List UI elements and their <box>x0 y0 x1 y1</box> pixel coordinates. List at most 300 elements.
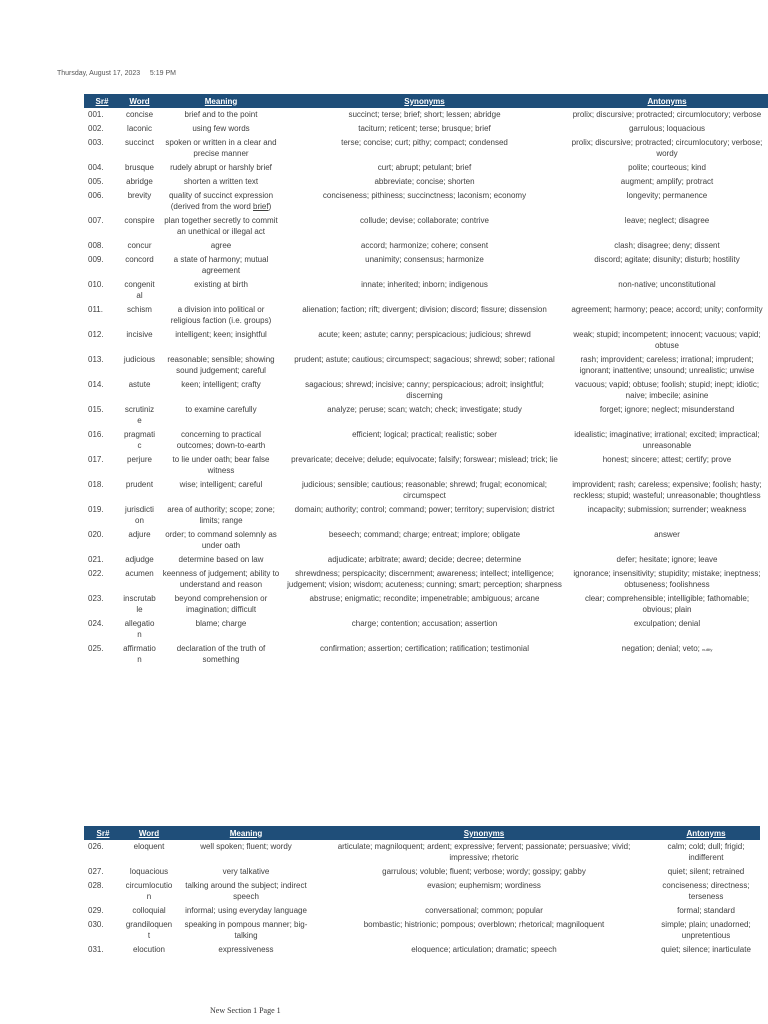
cell-meaning-text: rudely abrupt or harshly brief <box>170 163 272 172</box>
cell-synonyms <box>283 617 566 642</box>
cell-antonyms <box>566 161 768 175</box>
cell-antonyms <box>566 175 768 189</box>
header-sr: Sr# <box>84 94 120 108</box>
header-meaning: Meaning <box>176 826 316 840</box>
table-row <box>84 879 760 904</box>
cell-sr-text: 006. <box>88 191 104 200</box>
cell-word-text: abridge <box>126 177 153 186</box>
cell-synonyms-text: conversational; common; popular <box>425 906 543 915</box>
cell-sr <box>84 943 122 957</box>
cell-meaning <box>159 122 283 136</box>
cell-antonyms-text: rash; improvident; careless; irrational; imprudent; ignorant; inattentive; unsound; unrealistic; unwise <box>579 355 755 375</box>
cell-sr-text: 027. <box>88 867 104 876</box>
cell-sr <box>84 918 122 943</box>
cell-sr-text: 023. <box>88 594 104 603</box>
cell-word <box>122 904 176 918</box>
cell-word-text: congenital <box>124 280 155 300</box>
cell-antonyms <box>566 428 768 453</box>
cell-word <box>120 214 159 239</box>
cell-meaning <box>159 642 283 667</box>
cell-synonyms <box>283 403 566 428</box>
cell-meaning <box>176 879 316 904</box>
cell-meaning-text: plan together secretly to commit an unethical or illegal act <box>164 216 278 236</box>
cell-synonyms <box>283 108 566 122</box>
cell-meaning-text: to examine carefully <box>185 405 257 414</box>
cell-antonyms-text: negation; denial; veto; <box>621 644 700 653</box>
cell-meaning-text: quality of succinct expression (derived from the word brief) <box>168 191 274 211</box>
cell-meaning-text: talking around the subject; indirect speech <box>185 881 307 901</box>
cell-synonyms-text: eloquence; articulation; dramatic; speech <box>411 945 557 954</box>
cell-synonyms <box>316 840 652 865</box>
cell-meaning <box>159 214 283 239</box>
cell-synonyms-text: unanimity; consensus; harmonize <box>365 255 484 264</box>
cell-word <box>120 428 159 453</box>
cell-synonyms <box>316 879 652 904</box>
table-row <box>84 553 768 567</box>
cell-synonyms-text: prudent; astute; cautious; circumspect; sagacious; shrewd; sober; rational <box>294 355 555 364</box>
cell-sr <box>84 865 122 879</box>
cell-meaning <box>159 453 283 478</box>
cell-sr <box>84 503 120 528</box>
cell-word <box>120 136 159 161</box>
cell-word <box>120 553 159 567</box>
cell-meaning-text: blame; charge <box>195 619 247 628</box>
cell-synonyms <box>283 175 566 189</box>
cell-sr-text: 019. <box>88 505 104 514</box>
cell-sr-text: 021. <box>88 555 104 564</box>
cell-synonyms-text: articulate; magniloquent; ardent; expressive; fervent; passionate; persuasive; vivid; impressive; rhetoric <box>337 842 631 862</box>
cell-meaning <box>159 136 283 161</box>
cell-word <box>122 865 176 879</box>
cell-sr-text: 024. <box>88 619 104 628</box>
cell-sr <box>84 278 120 303</box>
table-body <box>84 840 760 957</box>
cell-antonyms <box>652 865 760 879</box>
cell-antonyms <box>652 840 760 865</box>
cell-antonyms <box>652 904 760 918</box>
vocabulary-table-2 <box>84 826 760 957</box>
cell-synonyms <box>283 428 566 453</box>
cell-antonyms-text: exculpation; denial <box>633 619 701 628</box>
cell-sr <box>84 108 120 122</box>
cell-word <box>120 239 159 253</box>
cell-synonyms-text: garrulous; voluble; fluent; verbose; wordy; gossipy; gabby <box>382 867 586 876</box>
timestamp-date: Thursday, August 17, 2023 <box>57 70 141 77</box>
header-antonyms: Antonyms <box>566 94 768 108</box>
cell-synonyms-text: efficient; logical; practical; realistic; sober <box>352 430 497 439</box>
cell-sr <box>84 478 120 503</box>
cell-meaning-text: beyond comprehension or imagination; difficult <box>174 594 268 614</box>
cell-sr <box>84 553 120 567</box>
header-meaning: Meaning <box>159 94 283 108</box>
cell-word <box>120 175 159 189</box>
cell-meaning-text: intelligent; keen; insightful <box>175 330 267 339</box>
header-synonyms: Synonyms <box>316 826 652 840</box>
cell-meaning-text: a state of harmony; mutual agreement <box>173 255 269 275</box>
cell-word <box>120 353 159 378</box>
cell-synonyms <box>283 328 566 353</box>
cell-meaning-text: agree <box>210 241 232 250</box>
cell-sr <box>84 403 120 428</box>
cell-synonyms <box>283 136 566 161</box>
cell-word-text: laconic <box>127 124 152 133</box>
cell-word-text: pragmatic <box>123 430 156 450</box>
cell-meaning-text: well spoken; fluent; wordy <box>200 842 292 851</box>
cell-sr <box>84 840 122 865</box>
cell-word-text: allegation <box>124 619 155 639</box>
cell-meaning <box>159 353 283 378</box>
cell-sr-text: 008. <box>88 241 104 250</box>
cell-antonyms <box>566 239 768 253</box>
cell-sr-text: 010. <box>88 280 104 289</box>
cell-antonyms-text: defer; hesitate; ignore; leave <box>616 555 718 564</box>
cell-sr-text: 009. <box>88 255 104 264</box>
cell-meaning-text: informal; using everyday language <box>185 906 307 915</box>
cell-meaning-text: shorten a written text <box>183 177 259 186</box>
cell-word-text: judicious <box>123 355 156 364</box>
cell-meaning <box>159 553 283 567</box>
cell-antonyms-text: calm; cold; dull; frigid; indifferent <box>667 842 745 862</box>
cell-synonyms <box>283 378 566 403</box>
cell-synonyms-text: succinct; terse; brief; short; lessen; abridge <box>348 110 501 119</box>
cell-word <box>120 328 159 353</box>
cell-antonyms-text: prolix; discursive; protracted; circumlocutory; verbose <box>572 110 762 119</box>
cell-word <box>120 453 159 478</box>
cell-synonyms <box>283 567 566 592</box>
cell-sr-text: 018. <box>88 480 104 489</box>
cell-sr <box>84 879 122 904</box>
cell-word <box>122 918 176 943</box>
cell-word-text: concord <box>125 255 154 264</box>
cell-meaning-text: area of authority; scope; zone; limits; range <box>167 505 275 525</box>
cell-antonyms <box>566 553 768 567</box>
cell-sr-text: 003. <box>88 138 104 147</box>
cell-meaning <box>159 403 283 428</box>
table-row <box>84 108 768 122</box>
cell-sr <box>84 617 120 642</box>
cell-synonyms-text: accord; harmonize; cohere; consent <box>360 241 489 250</box>
cell-word-text: jurisdiction <box>125 505 154 525</box>
cell-meaning <box>159 478 283 503</box>
cell-sr <box>84 378 120 403</box>
cell-word <box>122 879 176 904</box>
cell-meaning-text: to lie under oath; bear false witness <box>172 455 270 475</box>
cell-word <box>122 840 176 865</box>
cell-sr-text: 007. <box>88 216 104 225</box>
cell-meaning-text: existing at birth <box>194 280 248 289</box>
table-row <box>84 918 760 943</box>
cell-sr <box>84 453 120 478</box>
cell-word <box>120 642 159 667</box>
cell-word-text: concur <box>127 241 152 250</box>
cell-antonyms-text: quiet; silent; retrained <box>667 867 745 876</box>
cell-word-text: brusque <box>125 163 154 172</box>
cell-meaning-text: spoken or written in a clear and precise manner <box>165 138 277 158</box>
cell-sr-text: 014. <box>88 380 104 389</box>
timestamp-time: 5:19 PM <box>149 70 176 77</box>
cell-synonyms-text: prevaricate; deceive; delude; equivocate; falsify; forswear; mislead; trick; lie <box>291 455 558 464</box>
cell-meaning <box>159 528 283 553</box>
cell-synonyms <box>283 122 566 136</box>
table-row <box>84 189 768 214</box>
table-row <box>84 175 768 189</box>
cell-synonyms-text: judicious; sensible; cautious; reasonable; shrewd; frugal; economical; circumspect <box>301 480 548 500</box>
cell-sr-text: 030. <box>88 920 104 929</box>
table-row <box>84 592 768 617</box>
cell-word <box>120 122 159 136</box>
cell-synonyms <box>283 253 566 278</box>
table-row <box>84 353 768 378</box>
table-row <box>84 943 760 957</box>
cell-antonyms-text: incapacity; submission; surrender; weakness <box>587 505 747 514</box>
cell-sr-text: 013. <box>88 355 104 364</box>
cell-antonyms-text: weak; stupid; incompetent; innocent; vacuous; vapid; obtuse <box>573 330 761 350</box>
cell-antonyms-text: improvident; rash; careless; expensive; foolish; hasty; reckless; stupid; wasteful; unreasonable; thoughtless <box>572 480 762 500</box>
cell-meaning-text: order; to command solemnly as under oath <box>165 530 277 550</box>
cell-synonyms <box>283 353 566 378</box>
table-row <box>84 214 768 239</box>
cell-antonyms-text: leave; neglect; disagree <box>624 216 710 225</box>
cell-antonyms-text: forget; ignore; neglect; misunderstand <box>599 405 735 414</box>
cell-sr-text: 004. <box>88 163 104 172</box>
cell-antonyms <box>566 567 768 592</box>
timestamp <box>57 70 176 77</box>
cell-antonyms <box>566 278 768 303</box>
cell-antonyms-text: clash; disagree; deny; dissent <box>614 241 720 250</box>
cell-sr-text: 028. <box>88 881 104 890</box>
cell-meaning <box>159 617 283 642</box>
vocabulary-table-1 <box>84 94 768 667</box>
table-row <box>84 642 768 667</box>
cell-word-text: brevity <box>127 191 152 200</box>
cell-antonyms <box>566 503 768 528</box>
cell-synonyms-text: shrewdness; perspicacity; discernment; awareness; intellect; intelligence; judgement; vision; wisdom; acuteness; cunning; smart; perception; sharpness <box>287 569 562 589</box>
cell-word <box>120 403 159 428</box>
cell-antonyms <box>566 253 768 278</box>
cell-meaning <box>159 328 283 353</box>
cell-antonyms-text: quiet; silence; inarticulate <box>661 945 751 954</box>
cell-synonyms-text: alienation; faction; rift; divergent; division; discord; fissure; dissension <box>302 305 547 314</box>
cell-sr <box>84 175 120 189</box>
cell-sr-text: 025. <box>88 644 104 653</box>
cell-synonyms <box>316 865 652 879</box>
cell-meaning <box>176 943 316 957</box>
cell-meaning-text: speaking in pompous manner; big-talking <box>184 920 308 940</box>
cell-antonyms <box>566 189 768 214</box>
cell-synonyms <box>283 214 566 239</box>
cell-synonyms-text: taciturn; reticent; terse; brusque; brief <box>358 124 491 133</box>
cell-synonyms <box>316 904 652 918</box>
cell-sr <box>84 567 120 592</box>
cell-antonyms-text: prolix; discursive; protracted; circumlocutory; verbose; wordy <box>571 138 763 158</box>
cell-meaning-text: concerning to practical outcomes; down-to-earth <box>176 430 266 450</box>
cell-antonyms <box>566 122 768 136</box>
handwritten-note: nullify <box>702 647 713 652</box>
cell-meaning <box>176 904 316 918</box>
cell-antonyms-text: conciseness; directness; terseness <box>662 881 750 901</box>
cell-sr <box>84 214 120 239</box>
cell-sr-text: 001. <box>88 110 104 119</box>
cell-antonyms-text: vacuous; vapid; obtuse; foolish; stupid; inept; idiotic; naive; imbecile; asinine <box>574 380 760 400</box>
table-row <box>84 136 768 161</box>
cell-antonyms <box>566 353 768 378</box>
cell-word <box>120 108 159 122</box>
cell-sr-text: 002. <box>88 124 104 133</box>
cell-sr <box>84 239 120 253</box>
cell-word <box>120 189 159 214</box>
cell-word <box>120 378 159 403</box>
cell-word <box>120 503 159 528</box>
cell-antonyms-text: polite; courteous; kind <box>628 163 706 172</box>
cell-antonyms <box>566 378 768 403</box>
cell-word <box>120 592 159 617</box>
cell-meaning <box>159 108 283 122</box>
cell-word-text: elocution <box>132 945 166 954</box>
cell-synonyms <box>283 528 566 553</box>
cell-antonyms <box>652 918 760 943</box>
cell-meaning-text: keenness of judgement; ability to understand and reason <box>162 569 280 589</box>
cell-antonyms <box>566 108 768 122</box>
cell-meaning <box>159 303 283 328</box>
cell-sr-text: 017. <box>88 455 104 464</box>
cell-word-text: adjudge <box>125 555 154 564</box>
cell-meaning <box>159 378 283 403</box>
cell-sr-text: 029. <box>88 906 104 915</box>
cell-synonyms-text: evasion; euphemism; wordiness <box>427 881 541 890</box>
cell-meaning-text: determine based on law <box>178 555 264 564</box>
cell-sr-text: 016. <box>88 430 104 439</box>
cell-synonyms-text: abstruse; enigmatic; recondite; impenetrable; ambiguous; arcane <box>309 594 540 603</box>
cell-word-text: adjure <box>128 530 151 539</box>
cell-antonyms <box>566 528 768 553</box>
cell-meaning <box>159 278 283 303</box>
cell-word <box>120 528 159 553</box>
cell-antonyms <box>566 136 768 161</box>
table-row <box>84 428 768 453</box>
cell-sr <box>84 642 120 667</box>
cell-meaning <box>159 592 283 617</box>
table-row <box>84 865 760 879</box>
cell-word <box>120 478 159 503</box>
cell-word <box>120 161 159 175</box>
cell-meaning <box>159 175 283 189</box>
table-row <box>84 328 768 353</box>
cell-sr <box>84 161 120 175</box>
cell-meaning-text: using few words <box>192 124 250 133</box>
cell-word-text: succinct <box>125 138 154 147</box>
cell-antonyms-text: idealistic; imaginative; irrational; excited; impractical; unreasonable <box>574 430 760 450</box>
cell-synonyms-text: abbreviate; concise; shorten <box>374 177 475 186</box>
cell-word <box>120 303 159 328</box>
cell-antonyms <box>566 642 768 667</box>
cell-antonyms <box>566 328 768 353</box>
cell-synonyms-text: domain; authority; control; command; power; territory; supervision; district <box>294 505 555 514</box>
cell-synonyms <box>283 239 566 253</box>
cell-word-text: grandiloquent <box>125 920 173 940</box>
cell-word-text: loquacious <box>129 867 169 876</box>
cell-synonyms-text: confirmation; assertion; certification; ratification; testimonial <box>320 644 529 653</box>
cell-word-text: incisive <box>126 330 153 339</box>
cell-word-text: perjure <box>127 455 152 464</box>
cell-meaning-text: keen; intelligent; crafty <box>181 380 261 389</box>
cell-sr <box>84 328 120 353</box>
cell-word-text: eloquent <box>133 842 165 851</box>
table-row <box>84 904 760 918</box>
cell-meaning <box>159 428 283 453</box>
cell-sr <box>84 428 120 453</box>
cell-synonyms-text: adjudicate; arbitrate; award; decide; decree; determine <box>327 555 522 564</box>
cell-synonyms <box>283 592 566 617</box>
table-row <box>84 840 760 865</box>
cell-antonyms-text: answer <box>654 530 680 539</box>
cell-word-text: schism <box>127 305 152 314</box>
cell-word-text: astute <box>128 380 151 389</box>
cell-word-text: affirmation <box>123 644 156 664</box>
cell-word <box>122 943 176 957</box>
cell-synonyms-text: charge; contention; accusation; assertion <box>351 619 498 628</box>
table-row <box>84 122 768 136</box>
header-word: Word <box>120 94 159 108</box>
cell-meaning-text: brief and to the point <box>184 110 258 119</box>
cell-antonyms-text: longevity; permanence <box>626 191 708 200</box>
cell-sr-text: 005. <box>88 177 104 186</box>
cell-synonyms <box>283 553 566 567</box>
cell-word-text: colloquial <box>132 906 166 915</box>
cell-antonyms <box>566 478 768 503</box>
cell-antonyms-text: discord; agitate; disunity; disturb; hostility <box>594 255 740 264</box>
table-row <box>84 567 768 592</box>
cell-synonyms-text: collude; devise; collaborate; contrive <box>360 216 489 225</box>
table-row <box>84 503 768 528</box>
cell-antonyms <box>566 403 768 428</box>
cell-antonyms-text: non-native; unconstitutional <box>618 280 716 289</box>
cell-antonyms <box>566 453 768 478</box>
cell-synonyms <box>283 303 566 328</box>
cell-sr <box>84 122 120 136</box>
cell-synonyms <box>283 478 566 503</box>
cell-antonyms <box>566 617 768 642</box>
cell-antonyms-text: clear; comprehensible; intelligible; fathomable; obvious; plain <box>584 594 750 614</box>
cell-synonyms-text: analyze; peruse; scan; watch; check; investigate; study <box>327 405 522 414</box>
cell-antonyms <box>652 879 760 904</box>
cell-synonyms <box>283 642 566 667</box>
cell-synonyms-text: beseech; command; charge; entreat; implore; obligate <box>328 530 521 539</box>
cell-meaning-text: reasonable; sensible; showing sound judgement; careful <box>167 355 275 375</box>
cell-synonyms <box>283 161 566 175</box>
cell-sr-text: 020. <box>88 530 104 539</box>
header-synonyms: Synonyms <box>283 94 566 108</box>
cell-meaning-text: a division into political or religious faction (i.e. groups) <box>170 305 272 325</box>
cell-meaning-text: wise; intelligent; careful <box>179 480 263 489</box>
table-row <box>84 161 768 175</box>
cell-synonyms-text: innate; inherited; inborn; indigenous <box>361 280 488 289</box>
table-row <box>84 239 768 253</box>
cell-sr-text: 026. <box>88 842 104 851</box>
header-antonyms: Antonyms <box>652 826 760 840</box>
cell-sr-text: 031. <box>88 945 104 954</box>
table-row <box>84 478 768 503</box>
cell-sr <box>84 189 120 214</box>
cell-synonyms <box>283 189 566 214</box>
cell-meaning <box>159 567 283 592</box>
cell-sr-text: 015. <box>88 405 104 414</box>
table-header-row <box>84 94 768 108</box>
cell-synonyms-text: terse; concise; curt; pithy; compact; condensed <box>341 138 508 147</box>
cell-word <box>120 567 159 592</box>
cell-meaning <box>176 918 316 943</box>
header-sr: Sr# <box>84 826 122 840</box>
table-row <box>84 253 768 278</box>
